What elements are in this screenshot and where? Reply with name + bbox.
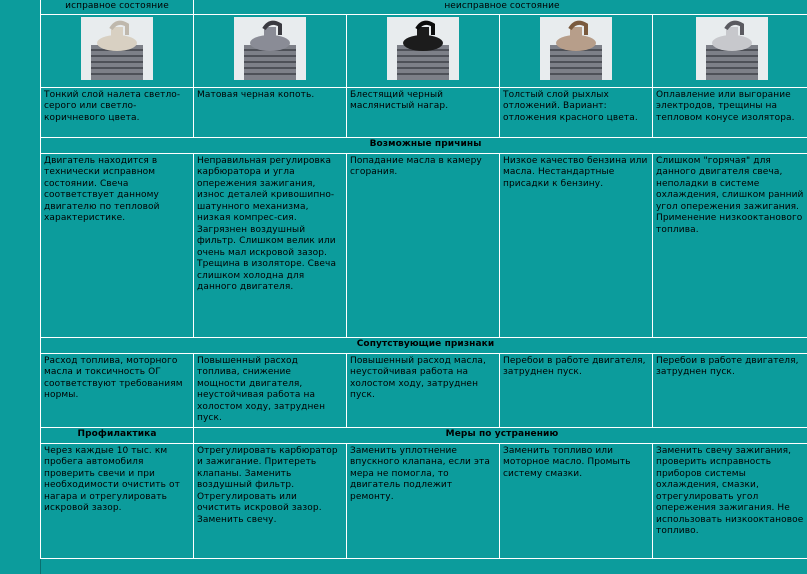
header-normal-state: исправное состояние xyxy=(41,0,194,15)
description-cell: Матовая черная копоть. xyxy=(194,87,347,137)
spark-plug-burned-icon xyxy=(696,17,768,80)
section-causes-heading: Возможные причины xyxy=(41,137,807,153)
sign-cell: Повышенный расход масла, неустойчивая работа на холостом ходу, затруднен пуск. xyxy=(347,353,500,427)
description-cell: Оплавление или выгорание электродов, трещины на тепловом конусе изолятора. xyxy=(653,87,807,137)
cause-cell: Двигатель находится в технически исправном состоянии. Свеча соответствует данному двигателю по тепловой характеристике. xyxy=(41,153,194,337)
spark-plug-normal-icon xyxy=(81,17,153,80)
spark-plug-oily-icon xyxy=(387,17,459,80)
cause-cell: Попадание масла в камеру сгорания. xyxy=(347,153,500,337)
cause-cell: Неправильная регулировка карбюратора и угла опережения зажигания, износ деталей кривошипно-шатунного механизма, низкая компрес-сия. Загрязнен воздушный фильтр. Слишком велик или очень мал искровой зазор. Трещина в изоляторе. Свеча слишком холодна для данного двигателя. xyxy=(194,153,347,337)
section-prevention-heading: Профилактика xyxy=(41,427,194,443)
cause-cell: Низкое качество бензина или масла. Нестандартные присадки к бензину. xyxy=(500,153,653,337)
plug-photo-cell xyxy=(500,15,653,88)
sign-cell: Перебои в работе двигателя, затруднен пуск. xyxy=(500,353,653,427)
description-cell: Толстый слой рыхлых отложений. Вариант: отложения красного цвета. xyxy=(500,87,653,137)
section-signs-heading: Сопутствующие признаки xyxy=(41,337,807,353)
plug-photo-cell xyxy=(194,15,347,88)
section-remedies-heading: Меры по устранению xyxy=(194,427,807,443)
measure-cell: Отрегулировать карбюратор и зажигание. Притереть клапаны. Заменить воздушный фильтр. Отрегулировать или очистить искровой зазор. Заменить свечу. xyxy=(194,443,347,558)
sign-cell: Повышенный расход топлива, снижение мощности двигателя, неустойчивая работа на холостом ходу, затруднен пуск. xyxy=(194,353,347,427)
spark-plug-ash-icon xyxy=(540,17,612,80)
description-cell: Тонкий слой налета светло-серого или светло-коричневого цвета. xyxy=(41,87,194,137)
plug-photo-cell xyxy=(41,15,194,88)
cause-cell: Слишком "горячая" для данного двигателя свеча, неполадки в системе охлаждения, слишком ранний угол опережения зажигания. Применение низкооктанового топлива. xyxy=(653,153,807,337)
plug-photo-cell xyxy=(653,15,807,88)
left-sidebar xyxy=(0,0,41,574)
sign-cell: Расход топлива, моторного масла и токсичность ОГ соответствуют требованиям нормы. xyxy=(41,353,194,427)
measure-cell: Заменить уплотнение впускного клапана, если эта мера не помогла, то двигатель подлежит ремонту. xyxy=(347,443,500,558)
description-cell: Блестящий черный маслянистый нагар. xyxy=(347,87,500,137)
spark-plug-diagnostics-table xyxy=(40,0,807,559)
header-faulty-state: неисправное состояние xyxy=(194,0,807,15)
plug-photo-cell xyxy=(347,15,500,88)
sign-cell: Перебои в работе двигателя, затруднен пуск. xyxy=(653,353,807,427)
measure-cell: Через каждые 10 тыс. км пробега автомобиля проверить свечи и при необходимости очистить от нагара и отрегулировать искровой зазор. xyxy=(41,443,194,558)
measure-cell: Заменить свечу зажигания, проверить исправность приборов системы охлаждения, смазки, отрегулировать угол опережения зажигания. Не использовать низкооктановое топливо. xyxy=(653,443,807,558)
spark-plug-soot-icon xyxy=(234,17,306,80)
measure-cell: Заменить топливо или моторное масло. Промыть систему смазки. xyxy=(500,443,653,558)
